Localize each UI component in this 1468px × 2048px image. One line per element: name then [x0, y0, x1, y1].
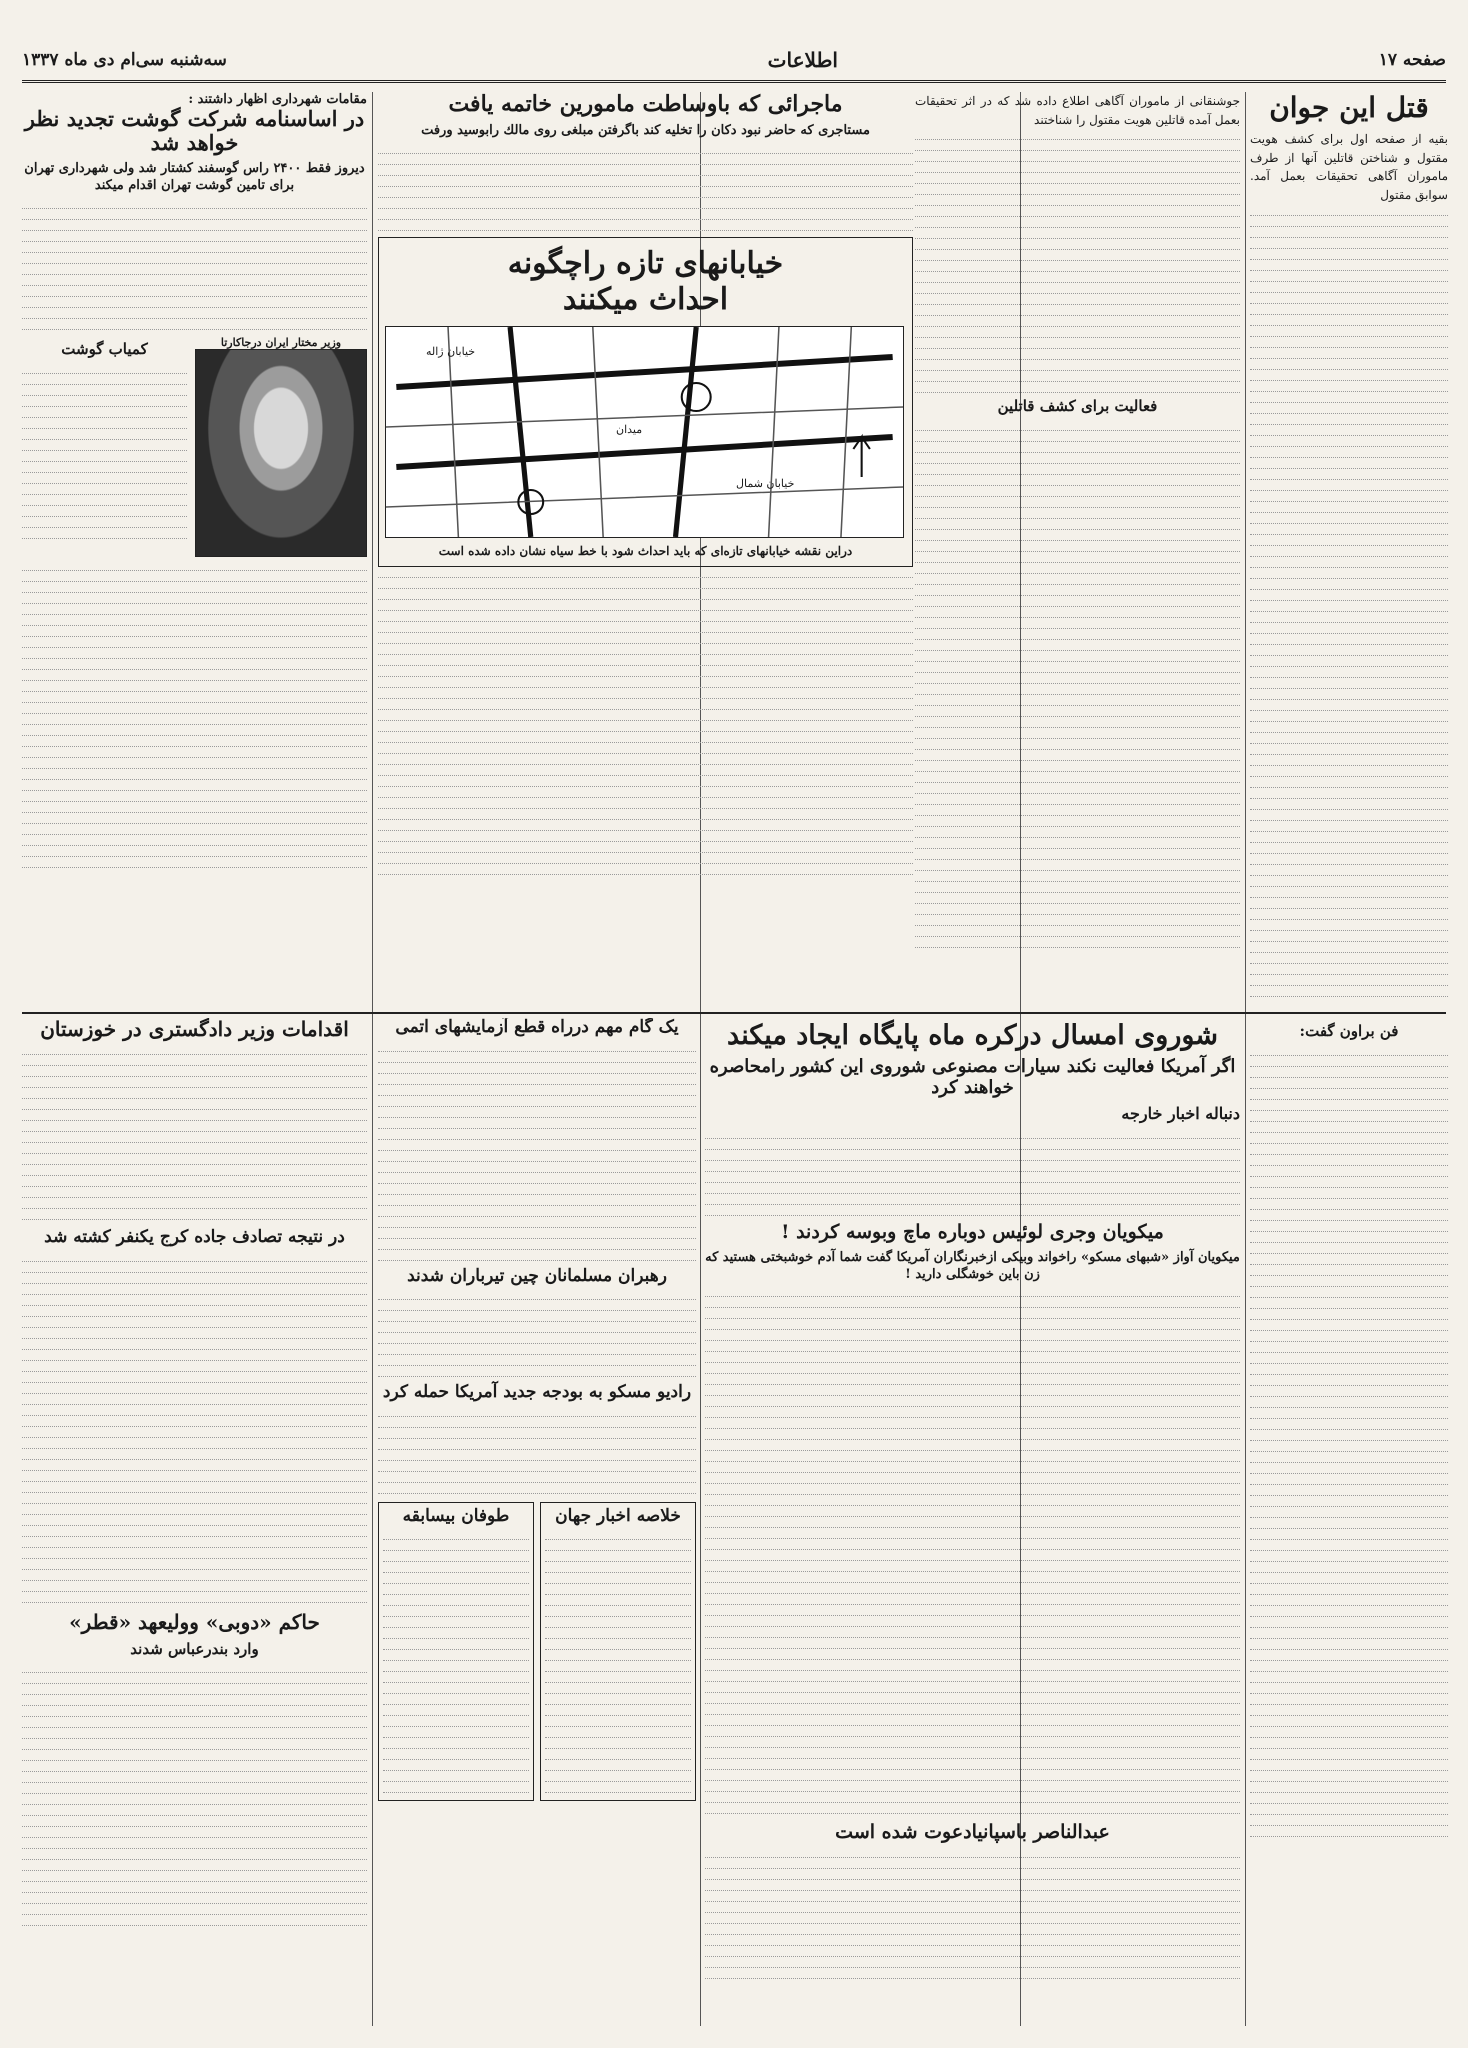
article-mikoyan: [705, 1100, 1240, 2026]
article-title: در اساسنامه شرکت گوشت تجدید نظر خواهد شد: [24, 106, 365, 156]
article-body: بقیه از صفحه اول برای کشف هویت مقتول و شناختن قاتلین آنها از طرف ماموران آگاهی تحقیقات بعمل آمد. سوابق مقتول: [1250, 132, 1448, 202]
article-middle-lower: [378, 1018, 696, 2026]
map-label: خیابان ژاله: [426, 345, 476, 359]
article-subtitle: مستاجری که حاضر نبود دکان را تخلیه کند باگرفتن مبلغی روی مالك رابوسید ورفت: [421, 123, 870, 139]
storm-box: [378, 1502, 534, 1802]
section-subheading: کمیاب گوشت: [61, 340, 148, 359]
column-rule: [1245, 92, 1246, 2026]
world-news-title: خلاصه اخبار جهان: [555, 1505, 681, 1526]
map-label: میدان: [616, 423, 643, 437]
article-body: جوشنقانی از ماموران آگاهی اطلاع داده شد که در اثر تحقیقات بعمل آمده قاتلین هویت مقتول را شناختند: [915, 94, 1240, 127]
subheadline: اگر آمریکا فعالیت نکند سیارات مصنوعی شوروی این کشور رامحاصره خواهند کرد: [709, 1056, 1236, 1098]
article-title: ماجرائی که باوساطت مامورین خاتمه یافت: [448, 92, 843, 117]
continuation-label: دنباله اخبار خارجه: [1121, 1104, 1240, 1123]
storm-title: طوفان بیسابقه: [402, 1505, 510, 1526]
article-column-2: [915, 92, 1240, 1007]
nuclear-title: یک گام مهم درراه قطع آزمایشهای اتمی: [395, 1018, 679, 1037]
section-subheading: فعالیت برای کشف قاتلین: [997, 397, 1158, 416]
soviet-headline-block: [700, 1020, 1245, 1104]
portrait-photo: [195, 349, 367, 557]
map-label: خیابان شمال: [736, 477, 795, 491]
section-subheading: فن براون گفت:: [1299, 1022, 1399, 1040]
masthead: [22, 40, 1446, 83]
article-streets-area: [378, 92, 913, 1007]
article-meat: [22, 92, 367, 1007]
photo-caption: وزیر مختار ایران درجاکارتا: [220, 336, 342, 350]
column-rule: [372, 92, 373, 2026]
article-murder: [1250, 92, 1448, 1007]
headline: شوروی امسال درکره ماه پایگاه ایجاد میکند: [727, 1020, 1218, 1051]
article-justice: [22, 1018, 367, 2026]
map-caption: دراین نقشه خیابانهای تازه‌ای که باید احداث شود با خط سیاه نشان داده شده است: [438, 544, 853, 559]
issue-date: سه‌شنبه سی‌ام دی ماه ۱۳۳۷: [22, 50, 227, 70]
article-subtitle: دیروز فقط ۲۴۰۰ راس گوسفند کشتار شد ولی شهرداری تهران برای تامین گوشت تهران اقدام میکند: [24, 161, 365, 194]
mikoyan-title: میکویان وجری لوئیس دوباره ماچ وبوسه کردند !: [781, 1220, 1164, 1243]
streets-map: [385, 326, 904, 538]
article-title: قتل این جوان: [1269, 92, 1429, 124]
article-title: اقدامات وزیر دادگستری در خوزستان: [40, 1018, 349, 1041]
map-drawing: [386, 327, 903, 537]
dubai-title: حاکم «دوبی» وولیعهد «قطر»: [69, 1609, 320, 1634]
nasser-title: عبدالناصر باسپانیادعوت شده است: [835, 1821, 1110, 1844]
streets-title-line2: احداث میکنند: [562, 282, 729, 318]
newspaper-name: اطلاعات: [767, 48, 838, 72]
world-news-box: [540, 1502, 696, 1802]
dubai-subtitle: وارد بندرعباس شدند: [130, 1639, 259, 1658]
chinese-title: رهبران مسلمانان چین تیرباران شدند: [407, 1265, 667, 1286]
page-number: صفحه ۱۷: [1378, 50, 1446, 70]
article-kicker: مقامات شهرداری اظهار داشتند :: [188, 92, 367, 107]
streets-title-line1: خیابانهای تازه راچگونه: [507, 246, 784, 282]
mikoyan-subtitle: میکویان آواز «شبهای مسکو» راخواند وبیکی ازخبرنگاران آمریکا گفت شما آدم خوشبختی هستید که زن باین خوشگلی دارید !: [705, 1249, 1240, 1282]
accident-title: در نتیجه تصادف جاده کرج یکنفر کشته شد: [44, 1227, 345, 1247]
photo-block: [195, 336, 367, 557]
streets-box: [378, 237, 913, 567]
article-von-braun: [1250, 1018, 1448, 2026]
moscow-radio-title: رادیو مسکو به بودجه جدید آمریکا حمله کرد: [382, 1382, 692, 1403]
